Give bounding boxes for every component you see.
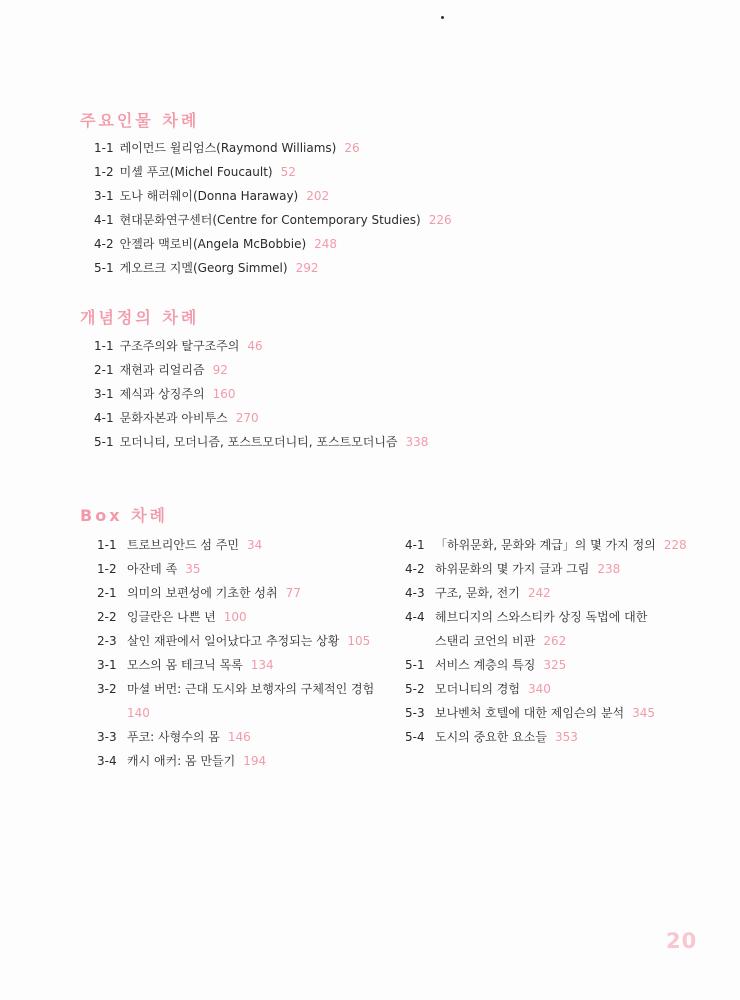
- entry-text: 게오르크 지멜(Georg Simmel): [119, 261, 288, 275]
- entry-number: 3-3: [97, 730, 117, 744]
- entry-number: 5-1: [94, 261, 114, 275]
- entry-page: 226: [428, 213, 452, 227]
- entry-page: 202: [306, 189, 330, 203]
- entry-text: 캐시 애커: 몸 만들기: [127, 754, 236, 768]
- list-item: [97, 749, 374, 773]
- entry-number: 4-3: [405, 586, 425, 600]
- entry-text: 모스의 몸 테크닉 목록: [127, 658, 243, 672]
- entry-text: 서비스 계층의 특징: [435, 658, 536, 672]
- entry-text: 잉글란은 나쁜 년: [127, 610, 216, 624]
- section-title-people: 주요인물 차례: [80, 111, 200, 130]
- entry-text: 안젤라 맥로비(Angela McBobbie): [119, 237, 307, 251]
- entry-text: 스탠리 코언의 비판: [435, 634, 536, 648]
- entry-number: 1-1: [94, 141, 114, 155]
- entry-number: 2-1: [94, 363, 114, 377]
- entry-number: 1-1: [97, 538, 117, 552]
- entry-number: 4-2: [94, 237, 114, 251]
- list-item: [97, 605, 374, 629]
- box-list-right: [405, 533, 687, 749]
- entry-number: 1-2: [97, 562, 117, 576]
- entry-text: 아잔데 족: [127, 562, 178, 576]
- entry-text: 구조주의와 탈구조주의: [119, 339, 240, 353]
- entry-number: 4-2: [405, 562, 425, 576]
- entry-page: 92: [212, 363, 228, 377]
- list-item: [94, 136, 452, 160]
- entry-text: 푸코: 사형수의 몸: [127, 730, 220, 744]
- page-number: 20: [666, 929, 698, 953]
- box-list-left: [97, 533, 374, 773]
- entry-text: 레이먼드 윌리엄스(Raymond Williams): [119, 141, 337, 155]
- entry-number: 3-2: [97, 682, 117, 696]
- entry-page: 242: [527, 586, 551, 600]
- list-item: [97, 677, 374, 701]
- list-item: [94, 358, 428, 382]
- entry-number: 1-1: [94, 339, 114, 353]
- list-item: [97, 533, 374, 557]
- entry-number: 2-2: [97, 610, 117, 624]
- ink-dot: [441, 16, 444, 19]
- entry-text: 트로브리안드 섬 주민: [127, 538, 239, 552]
- list-item: [405, 605, 687, 629]
- list-item: [405, 533, 687, 557]
- entry-page: 35: [185, 562, 201, 576]
- entry-page: 34: [246, 538, 263, 552]
- entry-number: 5-2: [405, 682, 425, 696]
- entry-text: 「하위문화, 문화와 계급」의 몇 가지 정의: [435, 538, 656, 552]
- list-item: [94, 430, 428, 454]
- entry-text: 재현과 리얼리즘: [119, 363, 205, 377]
- entry-text: 하위문화의 몇 가지 글과 그림: [435, 562, 590, 576]
- list-item: [94, 256, 452, 280]
- entry-number: 3-1: [94, 387, 114, 401]
- entry-page: 194: [243, 754, 267, 768]
- list-item-continuation: [97, 701, 374, 725]
- entry-page: 46: [247, 339, 263, 353]
- list-item: [97, 725, 374, 749]
- entry-page: 238: [597, 562, 621, 576]
- people-list: [94, 136, 452, 280]
- entry-page: 77: [285, 586, 301, 600]
- entry-text: 모더니티의 경험: [435, 682, 520, 696]
- entry-page: 146: [227, 730, 251, 744]
- entry-text: 문화자본과 아비투스: [119, 411, 228, 425]
- entry-page: 292: [295, 261, 319, 275]
- list-item: [94, 334, 428, 358]
- list-item: [405, 701, 687, 725]
- entry-page: 248: [314, 237, 338, 251]
- entry-text: 마셜 버먼: 근대 도시와 보행자의 구체적인 경험: [127, 682, 375, 696]
- entry-text: 헤브디지의 스와스티카 상징 독법에 대한: [435, 610, 648, 624]
- entry-text: 도시의 중요한 요소들: [435, 730, 547, 744]
- entry-page: 353: [554, 730, 578, 744]
- list-item: [97, 629, 374, 653]
- entry-number: 4-1: [405, 538, 425, 552]
- entry-text: 보나벤처 호텔에 대한 제임슨의 분석: [435, 706, 625, 720]
- entry-number: 5-1: [405, 658, 425, 672]
- entry-number: 3-4: [97, 754, 117, 768]
- list-item: [97, 557, 374, 581]
- entry-page: 52: [280, 165, 296, 179]
- concepts-list: [94, 334, 428, 454]
- entry-number: 3-1: [94, 189, 114, 203]
- entry-text: 제식과 상징주의: [119, 387, 205, 401]
- section-title-concepts: 개념정의 차례: [80, 308, 200, 327]
- section-title-box: Box 차례: [80, 506, 168, 525]
- entry-number: 4-1: [94, 411, 114, 425]
- entry-page: 140: [127, 706, 150, 720]
- list-item: [405, 557, 687, 581]
- entry-number: 5-1: [94, 435, 114, 449]
- entry-page: 270: [235, 411, 259, 425]
- list-item: [94, 382, 428, 406]
- entry-text: 모더니티, 모더니즘, 포스트모더니티, 포스트모더니즘: [119, 435, 398, 449]
- list-item: [97, 653, 374, 677]
- list-item: [94, 232, 452, 256]
- list-item: [94, 208, 452, 232]
- list-item: [405, 725, 687, 749]
- entry-number: 4-1: [94, 213, 114, 227]
- entry-page: 345: [632, 706, 656, 720]
- entry-text: 도나 해러웨이(Donna Haraway): [119, 189, 299, 203]
- entry-text: 현대문화연구센터(Centre for Contemporary Studies): [119, 213, 421, 227]
- entry-number: 2-1: [97, 586, 117, 600]
- list-item: [94, 406, 428, 430]
- entry-page: 134: [250, 658, 274, 672]
- entry-number: 5-3: [405, 706, 425, 720]
- entry-page: 338: [405, 435, 429, 449]
- entry-number: 3-1: [97, 658, 117, 672]
- entry-page: 160: [212, 387, 236, 401]
- entry-text: 살인 재판에서 일어났다고 추정되는 상황: [127, 634, 340, 648]
- entry-number: 4-4: [405, 610, 425, 624]
- entry-number: 1-2: [94, 165, 114, 179]
- list-item: [94, 160, 452, 184]
- list-item: [405, 653, 687, 677]
- list-item: [94, 184, 452, 208]
- entry-text: 미셸 푸코(Michel Foucault): [119, 165, 273, 179]
- entry-text: 구조, 문화, 전기: [435, 586, 520, 600]
- entry-page: 26: [344, 141, 360, 155]
- list-item: [405, 677, 687, 701]
- entry-text: 의미의 보편성에 기초한 성취: [127, 586, 278, 600]
- entry-page: 105: [347, 634, 371, 648]
- entry-page: 100: [223, 610, 247, 624]
- list-item-continuation: [405, 629, 687, 653]
- list-item: [97, 581, 374, 605]
- entry-page: 262: [543, 634, 567, 648]
- entry-number: 2-3: [97, 634, 117, 648]
- entry-number: 5-4: [405, 730, 425, 744]
- list-item: [405, 581, 687, 605]
- entry-page: 228: [663, 538, 687, 552]
- entry-page: 325: [543, 658, 567, 672]
- entry-page: 340: [527, 682, 551, 696]
